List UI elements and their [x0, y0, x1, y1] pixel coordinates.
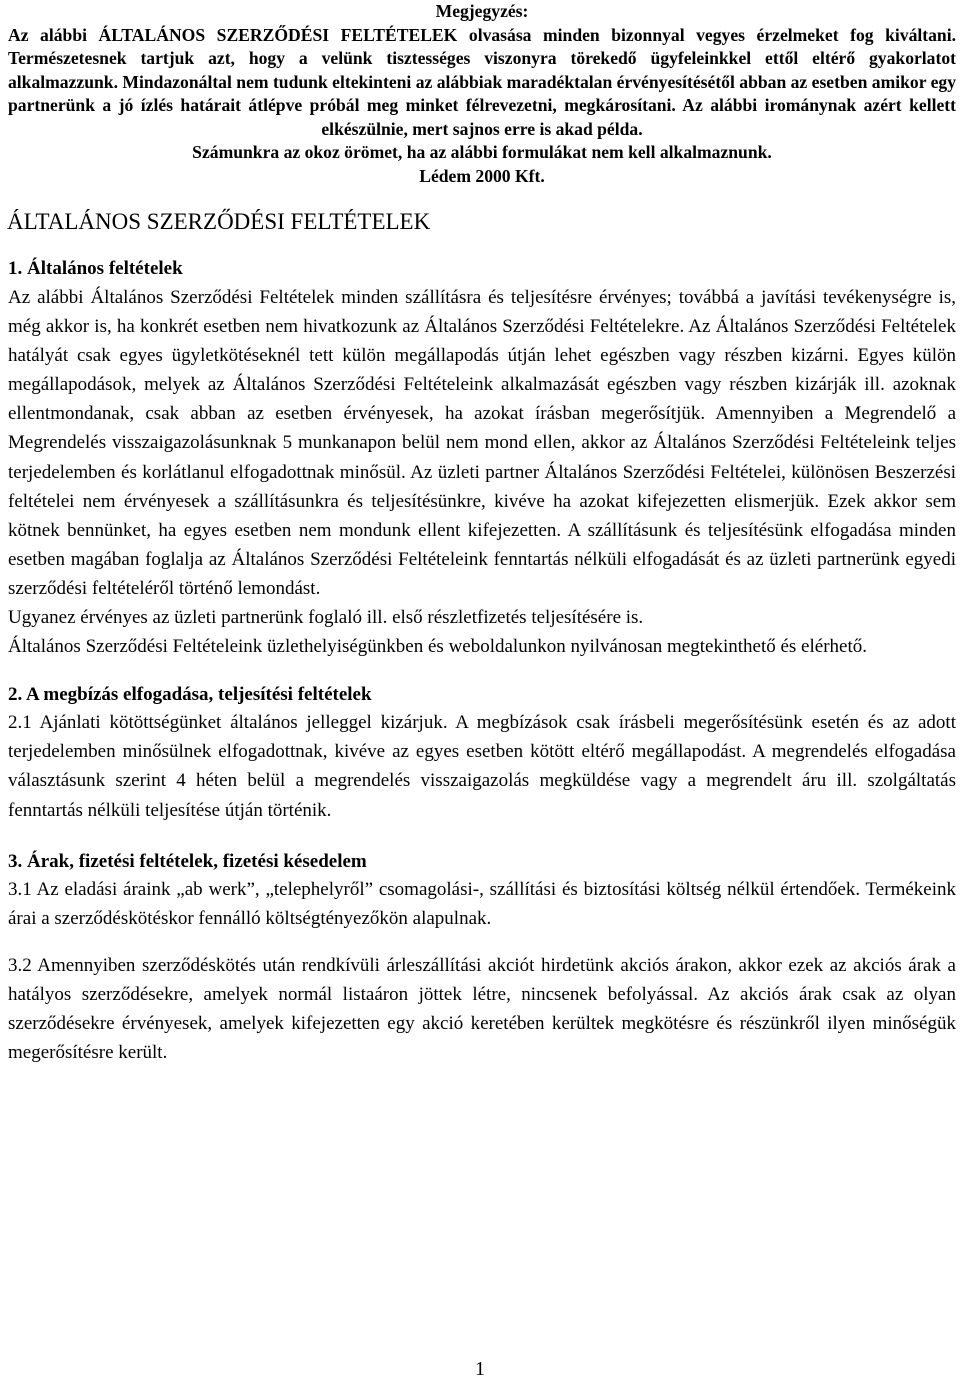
- section-heading: 2. A megbízás elfogadása, teljesítési feltételek: [8, 684, 372, 706]
- notice-body: Az alábbi ÁLTALÁNOS SZERZŐDÉSI FELTÉTELEK olvasása minden bizonnyal vegyes érzelmeket fog kiváltani. Természetesnek tartjuk azt, hogy a velünk tisztességes viszonyra törekedő ügyfeleinkkel ettől eltérő gyakorlatot alkalmazzunk. Mindazonáltal nem tudunk eltekinteni az alábbiak maradéktalan érvényesítésétől abban az esetben amikor egy partnerünk a jó ízlés határait átlépve próbál meg minket félrevezetni, megkárosítani. Az alábbi irománynak azért kellett elkészülnie, mert sajnos erre is akad példa.: [8, 24, 956, 139]
- section-paragraph: 2.1 Ajánlati kötöttségünket általános jelleggel kizárjuk. A megbízások csak írásbeli megerősítésünk esetén és az adott terjedelemben minősülnek elfogadottnak, kivéve az egyes esetben kötött eltérő megállapodást. A megrendelés elfogadása választásunk szerint 4 héten belül a megrendelés visszaigazolás megküldése vagy a megrendelt áru ill. szolgáltatás fenntartás nélküli teljesítése útján történik.: [8, 712, 956, 821]
- notice-line: Számunkra az okoz örömet, ha az alábbi formulákat nem kell alkalmaznunk.: [192, 142, 772, 162]
- section-3: [8, 849, 956, 1068]
- notice-title: Megjegyzés:: [435, 1, 529, 21]
- section-paragraph: Ugyanez érvényes az üzleti partnerünk foglaló ill. első részletfizetés teljesítésére is.: [8, 607, 644, 629]
- section-heading: 1. Általános feltételek: [8, 258, 183, 279]
- section-paragraph: 3.1 Az eladási áraink „ab werk”, „telephelyről” csomagolási-, szállítási és biztosítási költség nélkül értendőek. Termékeink árai a szerződéskötéskor fennálló költségtényezőkön alapulnak.: [8, 878, 956, 929]
- notice-block: [8, 0, 956, 188]
- section-paragraph: Általános Szerződési Feltételeink üzlethelyiségünkben és weboldalunkon nyilvánosan megtekinthető és elérhető.: [8, 636, 867, 658]
- paragraph-spacer: [8, 933, 956, 951]
- document-title: ÁLTALÁNOS SZERZŐDÉSI FELTÉTELEK: [7, 209, 431, 234]
- section-paragraph: Az alábbi Általános Szerződési Feltételek minden szállításra és teljesítésre érvényes; továbbá a javítási tevékenységre is, még akkor is, ha konkrét esetben nem hivatkozunk az Általános Szerződési Feltételekre. Az Általános Szerződési Feltételek hatályát csak egyes ügyletkötéseknél tett külön megállapodás útján lehet egészben vagy részben kizárni. Egyes külön megállapodások, melyek az Általános Szerződési Feltételeink alkalmazását egészben vagy részben kizárják ill. azoknak ellentmondanak, csak abban az esetben érvényesek, ha azokat írásban megerősítjük. Amennyiben a Megrendelő a Megrendelés visszaigazolásunknak 5 munkanapon belül nem mond ellen, akkor az Általános Szerződési Feltételeink teljes terjedelemben és korlátlanul elfogadottnak minősül. Az üzleti partner Általános Szerződési Feltételei, különösen Beszerzési feltételei nem érvényesek a szállításunkra és teljesítésünkre, kivéve ha azokat kifejezetten elismerjük. Ezek akkor sem kötnek bennünket, ha egyes esetben nem mondunk ellent kifejezetten. A szállításunk és teljesítésünk elfogadása minden esetben magában foglalja az Általános Szerződési Feltételeink fenntartás nélküli elfogadását és az üzleti partnerünk egyedi szerződési feltételéről történő lemondást.: [8, 287, 956, 599]
- section-1: [8, 254, 956, 661]
- section-2: [8, 682, 956, 824]
- notice-signature: Lédem 2000 Kft.: [419, 165, 545, 186]
- section-heading: 3. Árak, fizetési feltételek, fizetési késedelem: [8, 850, 367, 872]
- section-paragraph: 3.2 Amennyiben szerződéskötés után rendkívüli árleszállítási akciót hirdetünk akciós árakon, akkor ezek az akciós árak a hatályos szerződésekre, amelyek normál listaáron jöttek létre, nincsenek befolyással. Az akciós árak csak az olyan szerződésekre érvényesek, amelyek kifejezetten egy akció keretében kerültek megkötésre és részünkről ilyen minőségük megerősítésre került.: [8, 954, 956, 1064]
- document-page: [8, 0, 956, 1067]
- page-number: 1: [475, 1358, 485, 1380]
